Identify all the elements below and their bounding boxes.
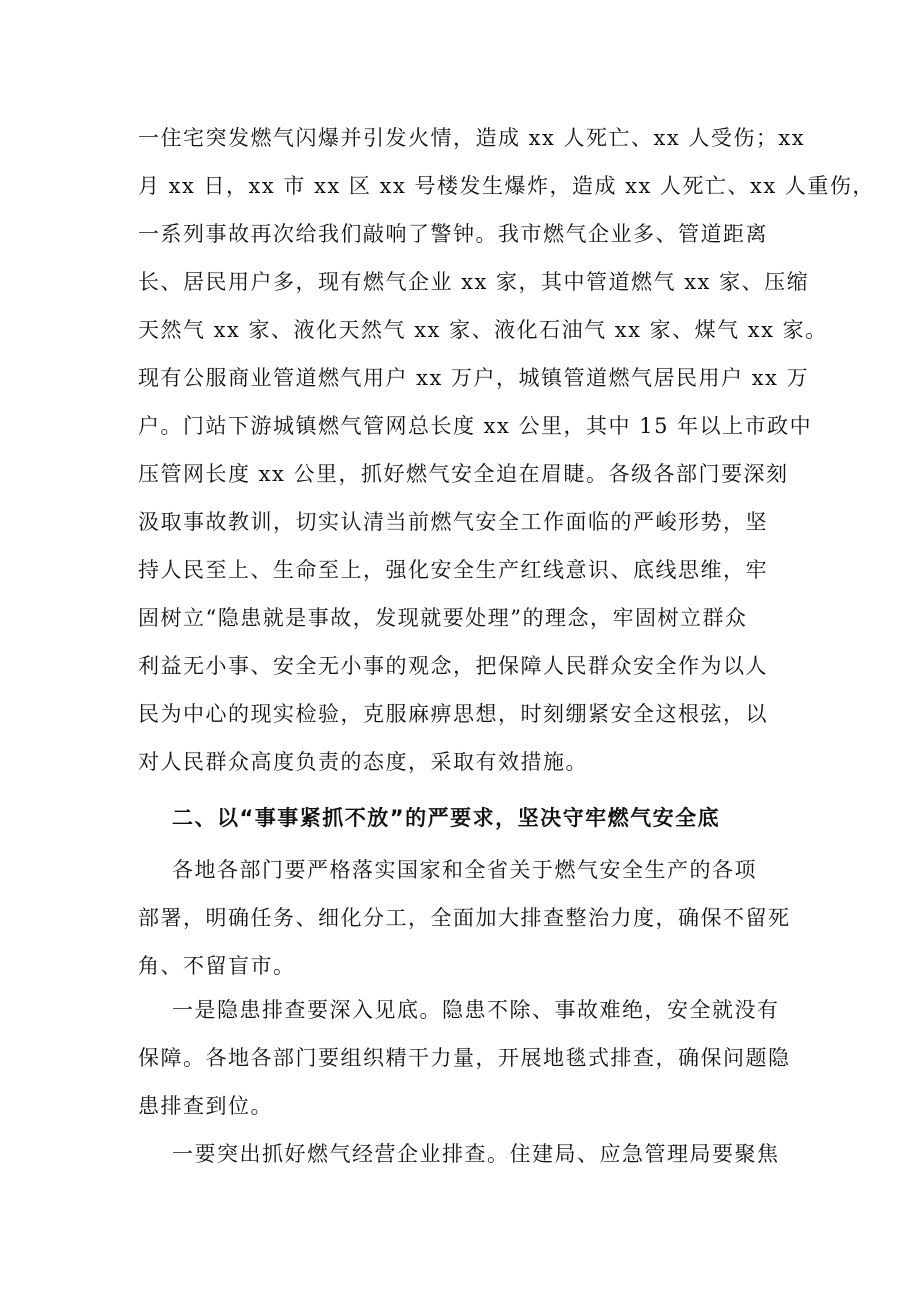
text-line: 患排查到位。	[138, 1094, 273, 1118]
text-line: 民为中心的现实检验，克服麻痹思想，时刻绷紧安全这根弦，以	[138, 702, 768, 726]
text-line: 各地各部门要严格落实国家和全省关于燃气安全生产的各项	[172, 858, 757, 882]
text-line: 汲取事故教训，切实认清当前燃气安全工作面临的严峻形势，坚	[138, 510, 768, 534]
text-line: 固树立“隐患就是事故，发现就要处理”的理念，牢固树立群众	[138, 606, 748, 630]
text-line: 现有公服商业管道燃气用户 xx 万户，城镇管道燃气居民用户 xx 万	[138, 366, 810, 390]
text-line: 一住宅突发燃气闪爆并引发火情，造成 xx 人死亡、xx 人受伤；xx	[138, 126, 806, 150]
text-line: 户。门站下游城镇燃气管网总长度 xx 公里，其中 15 年以上市政中	[138, 414, 813, 438]
text-line: 天然气 xx 家、液化天然气 xx 家、液化石油气 xx 家、煤气 xx 家。	[138, 318, 828, 342]
text-line: 一系列事故再次给我们敲响了警钟。我市燃气企业多、管道距离	[138, 222, 768, 246]
text-line: 月 xx 日，xx 市 xx 区 xx 号楼发生爆炸，造成 xx 人死亡、xx 人重伤，	[138, 174, 875, 198]
text-line: 部署，明确任务、细化分工，全面加大排查整治力度，确保不留死	[138, 906, 791, 930]
text-line: 一是隐患排查要深入见底。隐患不除、事故难绝，安全就没有	[172, 998, 780, 1022]
text-line: 角、不留盲市。	[138, 954, 296, 978]
text-line: 压管网长度 xx 公里，抓好燃气安全迫在眉睫。各级各部门要深刻	[138, 462, 789, 486]
text-line: 对人民群众高度负责的态度，采取有效措施。	[138, 750, 588, 774]
text-line: 长、居民用户多，现有燃气企业 xx 家，其中管道燃气 xx 家、压缩	[138, 270, 810, 294]
section-heading: 二、以“事事紧抓不放”的严要求，坚决守牢燃气安全底	[172, 806, 721, 830]
text-line: 持人民至上、生命至上，强化安全生产红线意识、底线思维，牢	[138, 558, 768, 582]
text-line: 一要突出抓好燃气经营企业排查。住建局、应急管理局要聚焦	[172, 1142, 780, 1166]
text-line: 保障。各地各部门要组织精干力量，开展地毯式排查，确保问题隐	[138, 1046, 791, 1070]
text-line: 利益无小事、安全无小事的观念，把保障人民群众安全作为以人	[138, 654, 768, 678]
